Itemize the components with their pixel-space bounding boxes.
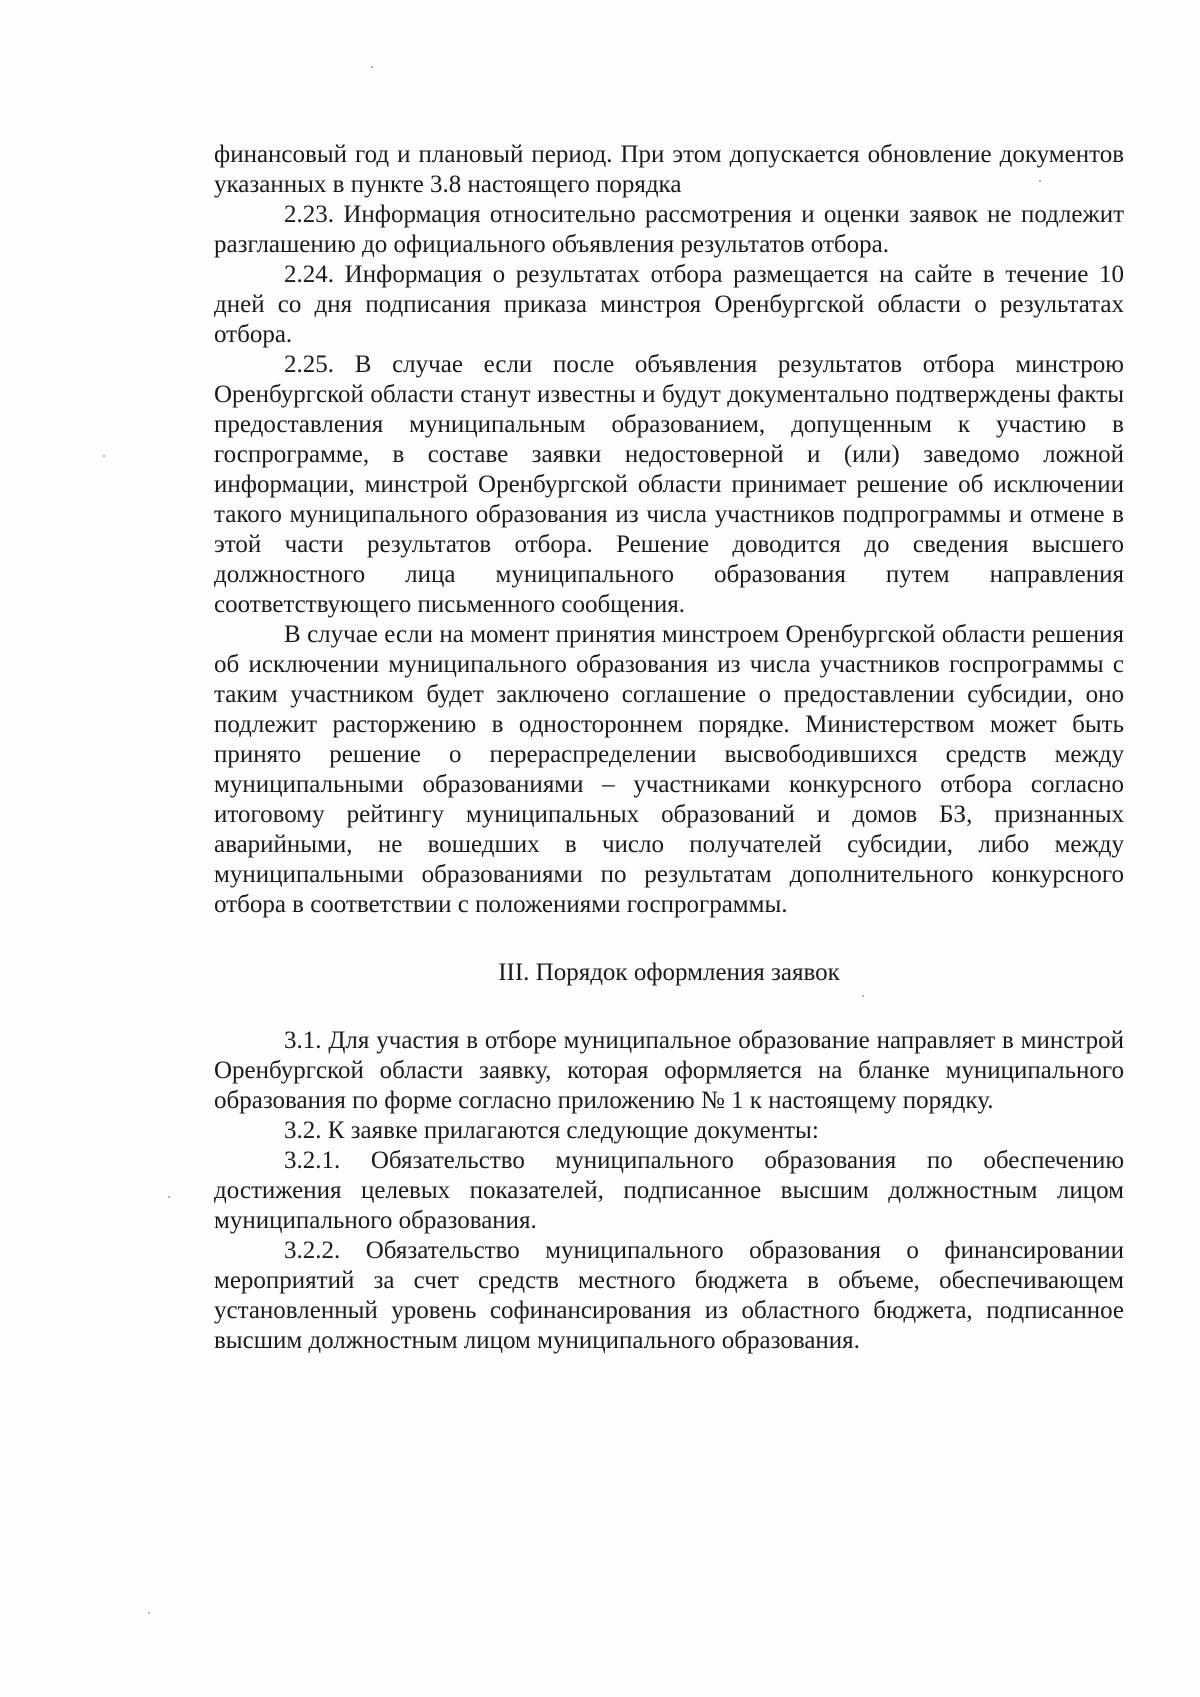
paragraph-2-23: 2.23. Информация относительно рассмотрения и оценки заявок не подлежит разглашению до официального объявления результатов отбора. [214,201,1124,258]
scan-speck [148,1612,150,1614]
paragraph-3-1: 3.1. Для участия в отборе муниципальное образование направляет в минстрой Оренбургской области заявку, которая оформляется на бланке муниципального образования по форме согласно приложению № 1 к настоящему порядку. [214,1027,1124,1114]
document-body [214,140,1124,1356]
scan-speck [371,66,373,68]
paragraph-3-2-2: 3.2.2. Обязательство муниципального образования о финансировании мероприятий за счет средств местного бюджета в объеме, обеспечивающем установленный уровень софинансирования из областного бюджета, подписанное высшим должностным лицом муниципального образования. [214,1237,1124,1354]
paragraph-2-24: 2.24. Информация о результатах отбора размещается на сайте в течение 10 дней со дня подписания приказа минстроя Оренбургской области о результатах отбора. [214,261,1124,348]
paragraph-3-2-1: 3.2.1. Обязательство муниципального образования по обеспечению достижения целевых показателей, подписанное высшим должностным лицом муниципального образования. [214,1147,1124,1234]
paragraph-continuation: финансовый год и плановый период. При этом допускается обновление документов указанных в пункте 3.8 настоящего порядка [214,141,1124,198]
paragraph-2-25-continued: В случае если на момент принятия минстроем Оренбургской области решения об исключении муниципального образования из числа участников госпрограммы с таким участником будет заключено соглашение о предоставлении субсидии, оно подлежит расторжению в одностороннем порядке. Министерством может быть принято решение о перераспределении высвободившихся средств между муниципальными образованиями – участниками конкурсного отбора согласно итоговому рейтингу муниципальных образований и домов БЗ, признанных аварийными, не вошедших в число получателей субсидии, либо между муниципальными образованиями по результатам дополнительного конкурсного отбора в соответствии с положениями госпрограммы. [214,621,1124,918]
section-heading: III. Порядок оформления заявок [498,959,840,986]
scan-speck [168,1196,170,1198]
scan-speck [103,455,105,457]
paragraph-3-2: 3.2. К заявке прилагаются следующие документы: [284,1117,819,1144]
paragraph-2-25: 2.25. В случае если после объявления результатов отбора минстрою Оренбургской области станут известны и будут документально подтверждены факты предоставления муниципальным образованием, допущенным к участию в госпрограмме, в составе заявки недостоверной и (или) заведомо ложной информации, минстрой Оренбургской области принимает решение об исключении такого муниципального образования из числа участников подпрограммы и отмене в этой части результатов отбора. Решение доводится до сведения высшего должностного лица муниципального образования путем направления соответствующего письменного сообщения. [214,351,1124,618]
